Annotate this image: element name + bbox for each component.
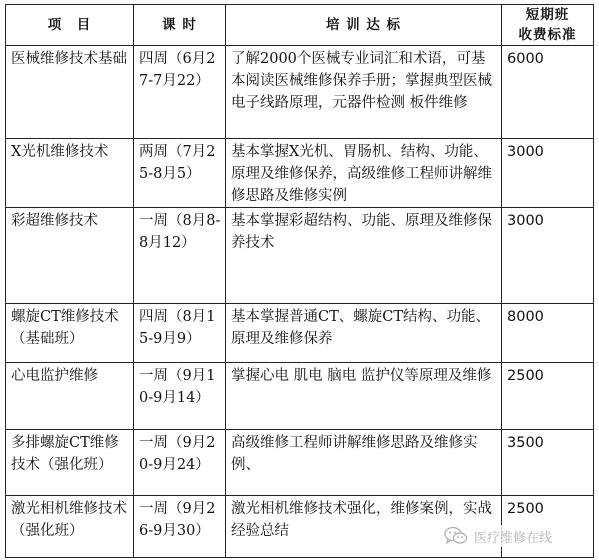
row-item: X光机维修技术 [6, 139, 134, 208]
row-fee: 3000 [502, 139, 594, 208]
row-fee: 3500 [502, 430, 594, 496]
row-goal: 基本掌握X光机、胃肠机、结构、功能、原理及维修保养，高级维修工程师讲解维修思路及维修实例 [226, 139, 502, 208]
header-item: 项 目 [6, 5, 134, 46]
row-hours: 四周（8月15-9月9） [134, 304, 226, 363]
row-item: 多排螺旋CT维修技术（强化班） [6, 430, 134, 496]
table-row [6, 304, 594, 363]
row-goal: 基本掌握彩超结构、功能、原理及维修保养技术 [226, 208, 502, 304]
row-goal: 激光相机维修技术强化，维修案例，实战经验总结 [226, 496, 502, 558]
table-row [6, 46, 594, 139]
watermark-text: 医疗维修在线 [474, 530, 553, 546]
row-fee: 8000 [502, 304, 594, 363]
row-hours: 一周（9月10-9月14） [134, 363, 226, 430]
wechat-icon [444, 526, 468, 546]
row-goal: 高级维修工程师讲解维修思路及维修实例、 [226, 430, 502, 496]
row-goal: 了解2000个医械专业词汇和术语，可基本阅读医械维修保养手册；掌握典型医械电子线路原理，元器件检测 板件维修 [226, 46, 502, 139]
table-header-row [6, 5, 594, 46]
header-fee [502, 5, 594, 46]
row-fee: 2500 [502, 496, 594, 558]
row-hours: 四周（6月27-7月22） [134, 46, 226, 139]
row-item: 心电监护维修 [6, 363, 134, 430]
row-fee: 2500 [502, 363, 594, 430]
header-goal: 培 训 达 标 [226, 5, 502, 46]
course-table [5, 4, 594, 558]
row-hours: 一周（8月8-8月12） [134, 208, 226, 304]
header-hours: 课 时 [134, 5, 226, 46]
header-fee-line1: 短期班 [525, 7, 570, 23]
row-hours: 一周（9月26-9月30） [134, 496, 226, 558]
row-fee: 6000 [502, 46, 594, 139]
row-goal: 掌握心电 肌电 脑电 监护仪等原理及维修 [226, 363, 502, 430]
header-fee-line2: 收费标准 [518, 27, 577, 43]
row-goal: 基本掌握普通CT、螺旋CT结构、功能、原理及维修保养 [226, 304, 502, 363]
table-row [6, 208, 594, 304]
row-item: 螺旋CT维修技术（基础班） [6, 304, 134, 363]
watermark [440, 525, 556, 547]
row-hours: 一周（9月20-9月24） [134, 430, 226, 496]
row-item: 激光相机维修技术（强化班） [6, 496, 134, 558]
row-fee: 3000 [502, 208, 594, 304]
row-item: 彩超维修技术 [6, 208, 134, 304]
table-row [6, 363, 594, 430]
row-hours: 两周（7月25-8月5） [134, 139, 226, 208]
row-item: 医械维修技术基础 [6, 46, 134, 139]
table-row [6, 430, 594, 496]
table-row [6, 139, 594, 208]
